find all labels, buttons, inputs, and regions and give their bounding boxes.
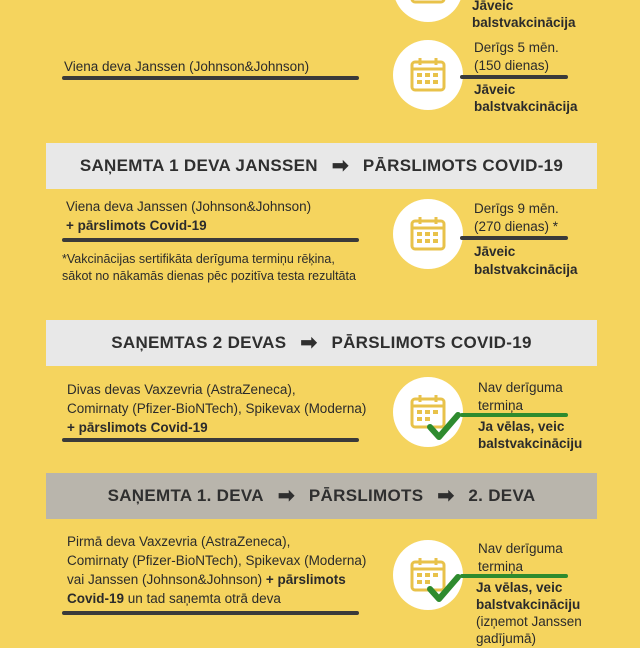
row4-action-line1: Ja vēlas, veic [476, 580, 563, 595]
row2-validity-line2: (270 dienas) * [474, 219, 559, 234]
banner2-left: SAŅEMTAS 2 DEVAS [111, 333, 287, 352]
row1-right-rule [460, 75, 568, 79]
banner2-right: PĀRSLIMOTS COVID-19 [331, 333, 532, 352]
row4-action-line4: gadījumā) [476, 631, 537, 646]
row4-action-line3: (izņemot Janssen [476, 614, 582, 629]
calendar-icon [409, 56, 447, 94]
banner1-left: SAŅEMTA 1 DEVA JANSSEN [79, 156, 318, 175]
row4-description-line4 [67, 589, 281, 608]
banner-first-dose-recovered-second-dose [46, 473, 597, 519]
row2-right-rule [460, 236, 568, 240]
row2-icon-circle [393, 199, 463, 269]
row3-validity-line2: termiņa [478, 398, 524, 413]
row3-left-rule [62, 438, 359, 442]
banner3-part2: PĀRSLIMOTS [308, 486, 424, 505]
checkmark-icon [426, 411, 462, 443]
row1-validity-line2: (150 dienas) [474, 58, 550, 73]
calendar-icon-circle-top [393, 0, 463, 22]
arrow-right-icon: ➡ [277, 485, 295, 507]
arrow-right-icon: ➡ [300, 332, 318, 354]
banner3-part3: 2. DEVA [468, 486, 536, 505]
row4-description-line1: Pirmā deva Vaxzevria (AstraZeneca), [67, 534, 291, 549]
row1-description: Viena deva Janssen (Johnson&Johnson) [64, 59, 310, 74]
row2-action-line1: Jāveic [474, 244, 516, 259]
row4-left-rule [62, 611, 359, 615]
row4-description-line2: Comirnaty (Pfizer-BioNTech), Spikevax (Moderna) [67, 553, 367, 568]
row3-validity-line1: Nav derīguma [478, 380, 563, 395]
banner-janssen-recovered [46, 143, 597, 189]
row4-validity-line1: Nav derīguma [478, 541, 563, 556]
row4-line4-bold: Covid-19 [67, 591, 125, 606]
row2-note-line1: *Vakcinācijas sertifikāta derīguma termiņu rēķina, [62, 252, 335, 266]
row1-action-line1: Jāveic [474, 82, 516, 97]
top-action-line1: Jāveic [472, 0, 514, 13]
row2-description-line2: + pārslimots Covid-19 [66, 218, 207, 233]
row3-description-line3: + pārslimots Covid-19 [67, 420, 208, 435]
row4-line3-bold: + pārslimots [265, 572, 346, 587]
row4-line3-text: vai Janssen (Johnson&Johnson) [67, 572, 266, 587]
row1-action-line2: balstvakcinācija [474, 99, 578, 114]
row2-action-line2: balstvakcinācija [474, 262, 578, 277]
row1-icon-circle [393, 40, 463, 110]
row1-validity-line1: Derīgs 5 mēn. [474, 40, 559, 55]
row2-description-line1: Viena deva Janssen (Johnson&Johnson) [66, 199, 312, 214]
row4-description-line3 [67, 570, 346, 589]
row2-left-rule [62, 238, 359, 242]
row1-left-rule [62, 76, 359, 80]
row2-validity-line1: Derīgs 9 mēn. [474, 201, 559, 216]
calendar-icon [409, 0, 447, 6]
banner3-part1: SAŅEMTA 1. DEVA [107, 486, 264, 505]
banner-two-doses-recovered [46, 320, 597, 366]
row4-validity-line2: termiņa [478, 559, 524, 574]
arrow-right-icon: ➡ [331, 155, 349, 177]
calendar-icon [409, 215, 447, 253]
row3-action-line2: balstvakcināciju [478, 436, 583, 451]
row3-description-line2: Comirnaty (Pfizer-BioNTech), Spikevax (Moderna) [67, 401, 367, 416]
checkmark-icon [426, 573, 462, 605]
arrow-right-icon: ➡ [437, 485, 455, 507]
top-action-line2: balstvakcinācija [472, 15, 576, 30]
row4-action-line2: balstvakcināciju [476, 597, 581, 612]
row3-description-line1: Divas devas Vaxzevria (AstraZeneca), [67, 382, 296, 397]
row2-note-line2: sākot no nākamās dienas pēc pozitīva testa rezultāta [62, 269, 356, 283]
row3-action-line1: Ja vēlas, veic [478, 419, 565, 434]
banner1-right: PĀRSLIMOTS COVID-19 [362, 156, 564, 175]
row4-line4-text: un tad saņemta otrā deva [124, 591, 281, 606]
